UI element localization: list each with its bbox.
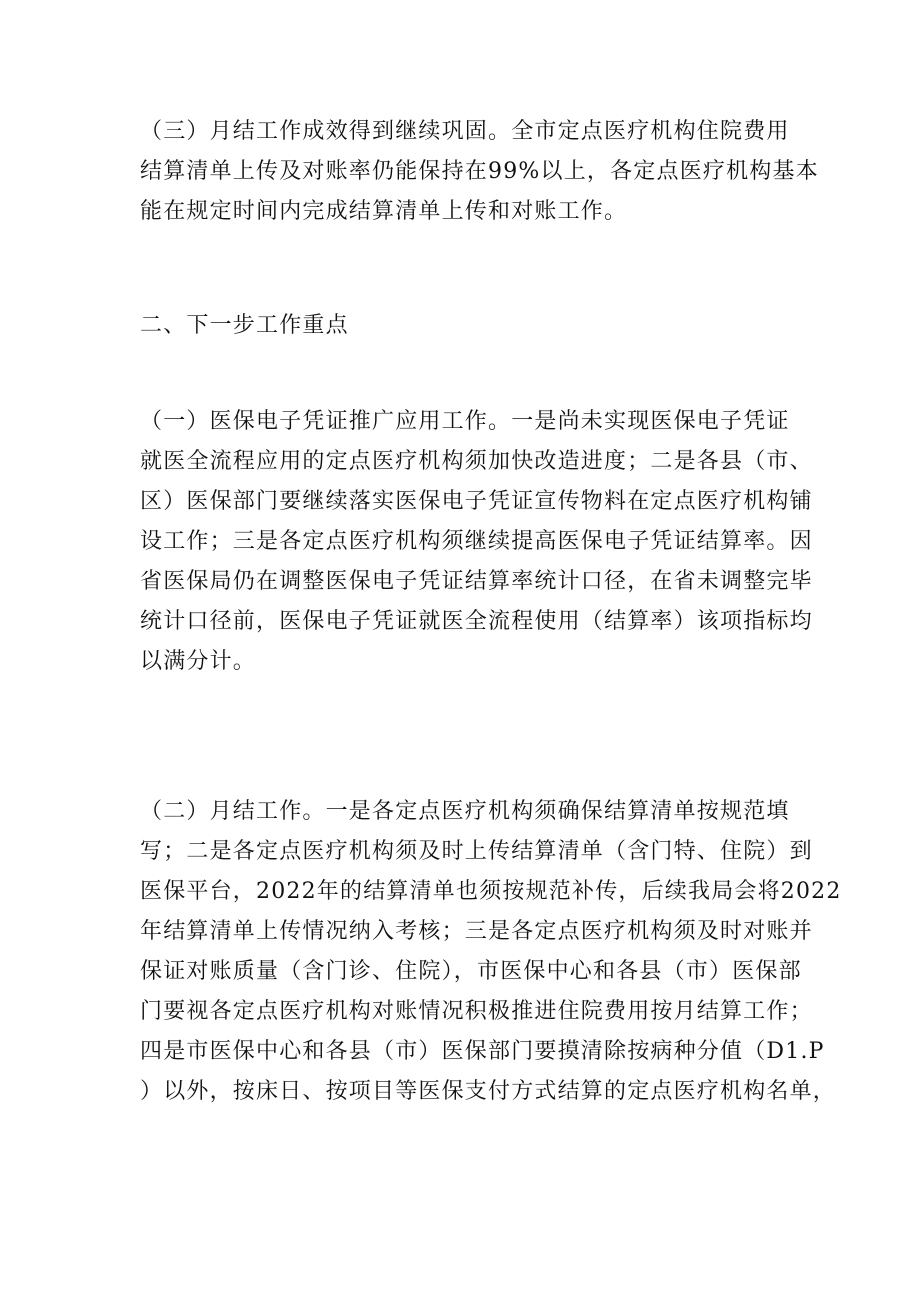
text-line: 省医保局仍在调整医保电子凭证结算率统计口径，在省未调整完毕 bbox=[140, 569, 813, 594]
text-line: 写；二是各定点医疗机构须及时上传结算清单（含门特、住院）到 bbox=[140, 839, 813, 864]
text-line: 四是市医保中心和各县（市）医保部门要摸清除按病种分值（D1.P bbox=[140, 1039, 825, 1064]
text-line: 统计口径前，医保电子凭证就医全流程使用（结算率）该项指标均 bbox=[140, 609, 813, 634]
section-heading-next-steps bbox=[140, 306, 840, 346]
text-line: （一）医保电子凭证推广应用工作。一是尚未实现医保电子凭证 bbox=[140, 409, 790, 434]
paragraph-monthly-settlement-results bbox=[140, 112, 840, 232]
text-line: 就医全流程应用的定点医疗机构须加快改造进度；二是各县（市、 bbox=[140, 449, 813, 474]
text-line: 年结算清单上传情况纳入考核；三是各定点医疗机构须及时对账并 bbox=[140, 919, 813, 944]
paragraph-monthly-settlement-work bbox=[140, 792, 840, 1112]
text-line: 门要视各定点医疗机构对账情况积极推进住院费用按月结算工作； bbox=[140, 999, 813, 1024]
text-line: （二）月结工作。一是各定点医疗机构须确保结算清单按规范填 bbox=[140, 799, 790, 824]
text-line: 结算清单上传及对账率仍能保持在99%以上，各定点医疗机构基本 bbox=[140, 159, 819, 184]
text-line: 医保平台，2022年的结算清单也须按规范补传，后续我局会将2022 bbox=[140, 879, 842, 904]
text-line: 设工作；三是各定点医疗机构须继续提高医保电子凭证结算率。因 bbox=[140, 529, 813, 554]
text-line: ）以外，按床日、按项目等医保支付方式结算的定点医疗机构名单， bbox=[140, 1079, 837, 1104]
text-line: 保证对账质量（含门诊、住院），市医保中心和各县（市）医保部 bbox=[140, 959, 802, 984]
text-line: 以满分计。 bbox=[140, 649, 257, 674]
paragraph-electronic-certificate bbox=[140, 402, 840, 682]
text-line: （三）月结工作成效得到继续巩固。全市定点医疗机构住院费用 bbox=[140, 119, 790, 144]
heading-text: 二、下一步工作重点 bbox=[140, 313, 349, 338]
text-line: 区）医保部门要继续落实医保电子凭证宣传物料在定点医疗机构铺 bbox=[140, 489, 813, 514]
text-line: 能在规定时间内完成结算清单上传和对账工作。 bbox=[140, 199, 628, 224]
